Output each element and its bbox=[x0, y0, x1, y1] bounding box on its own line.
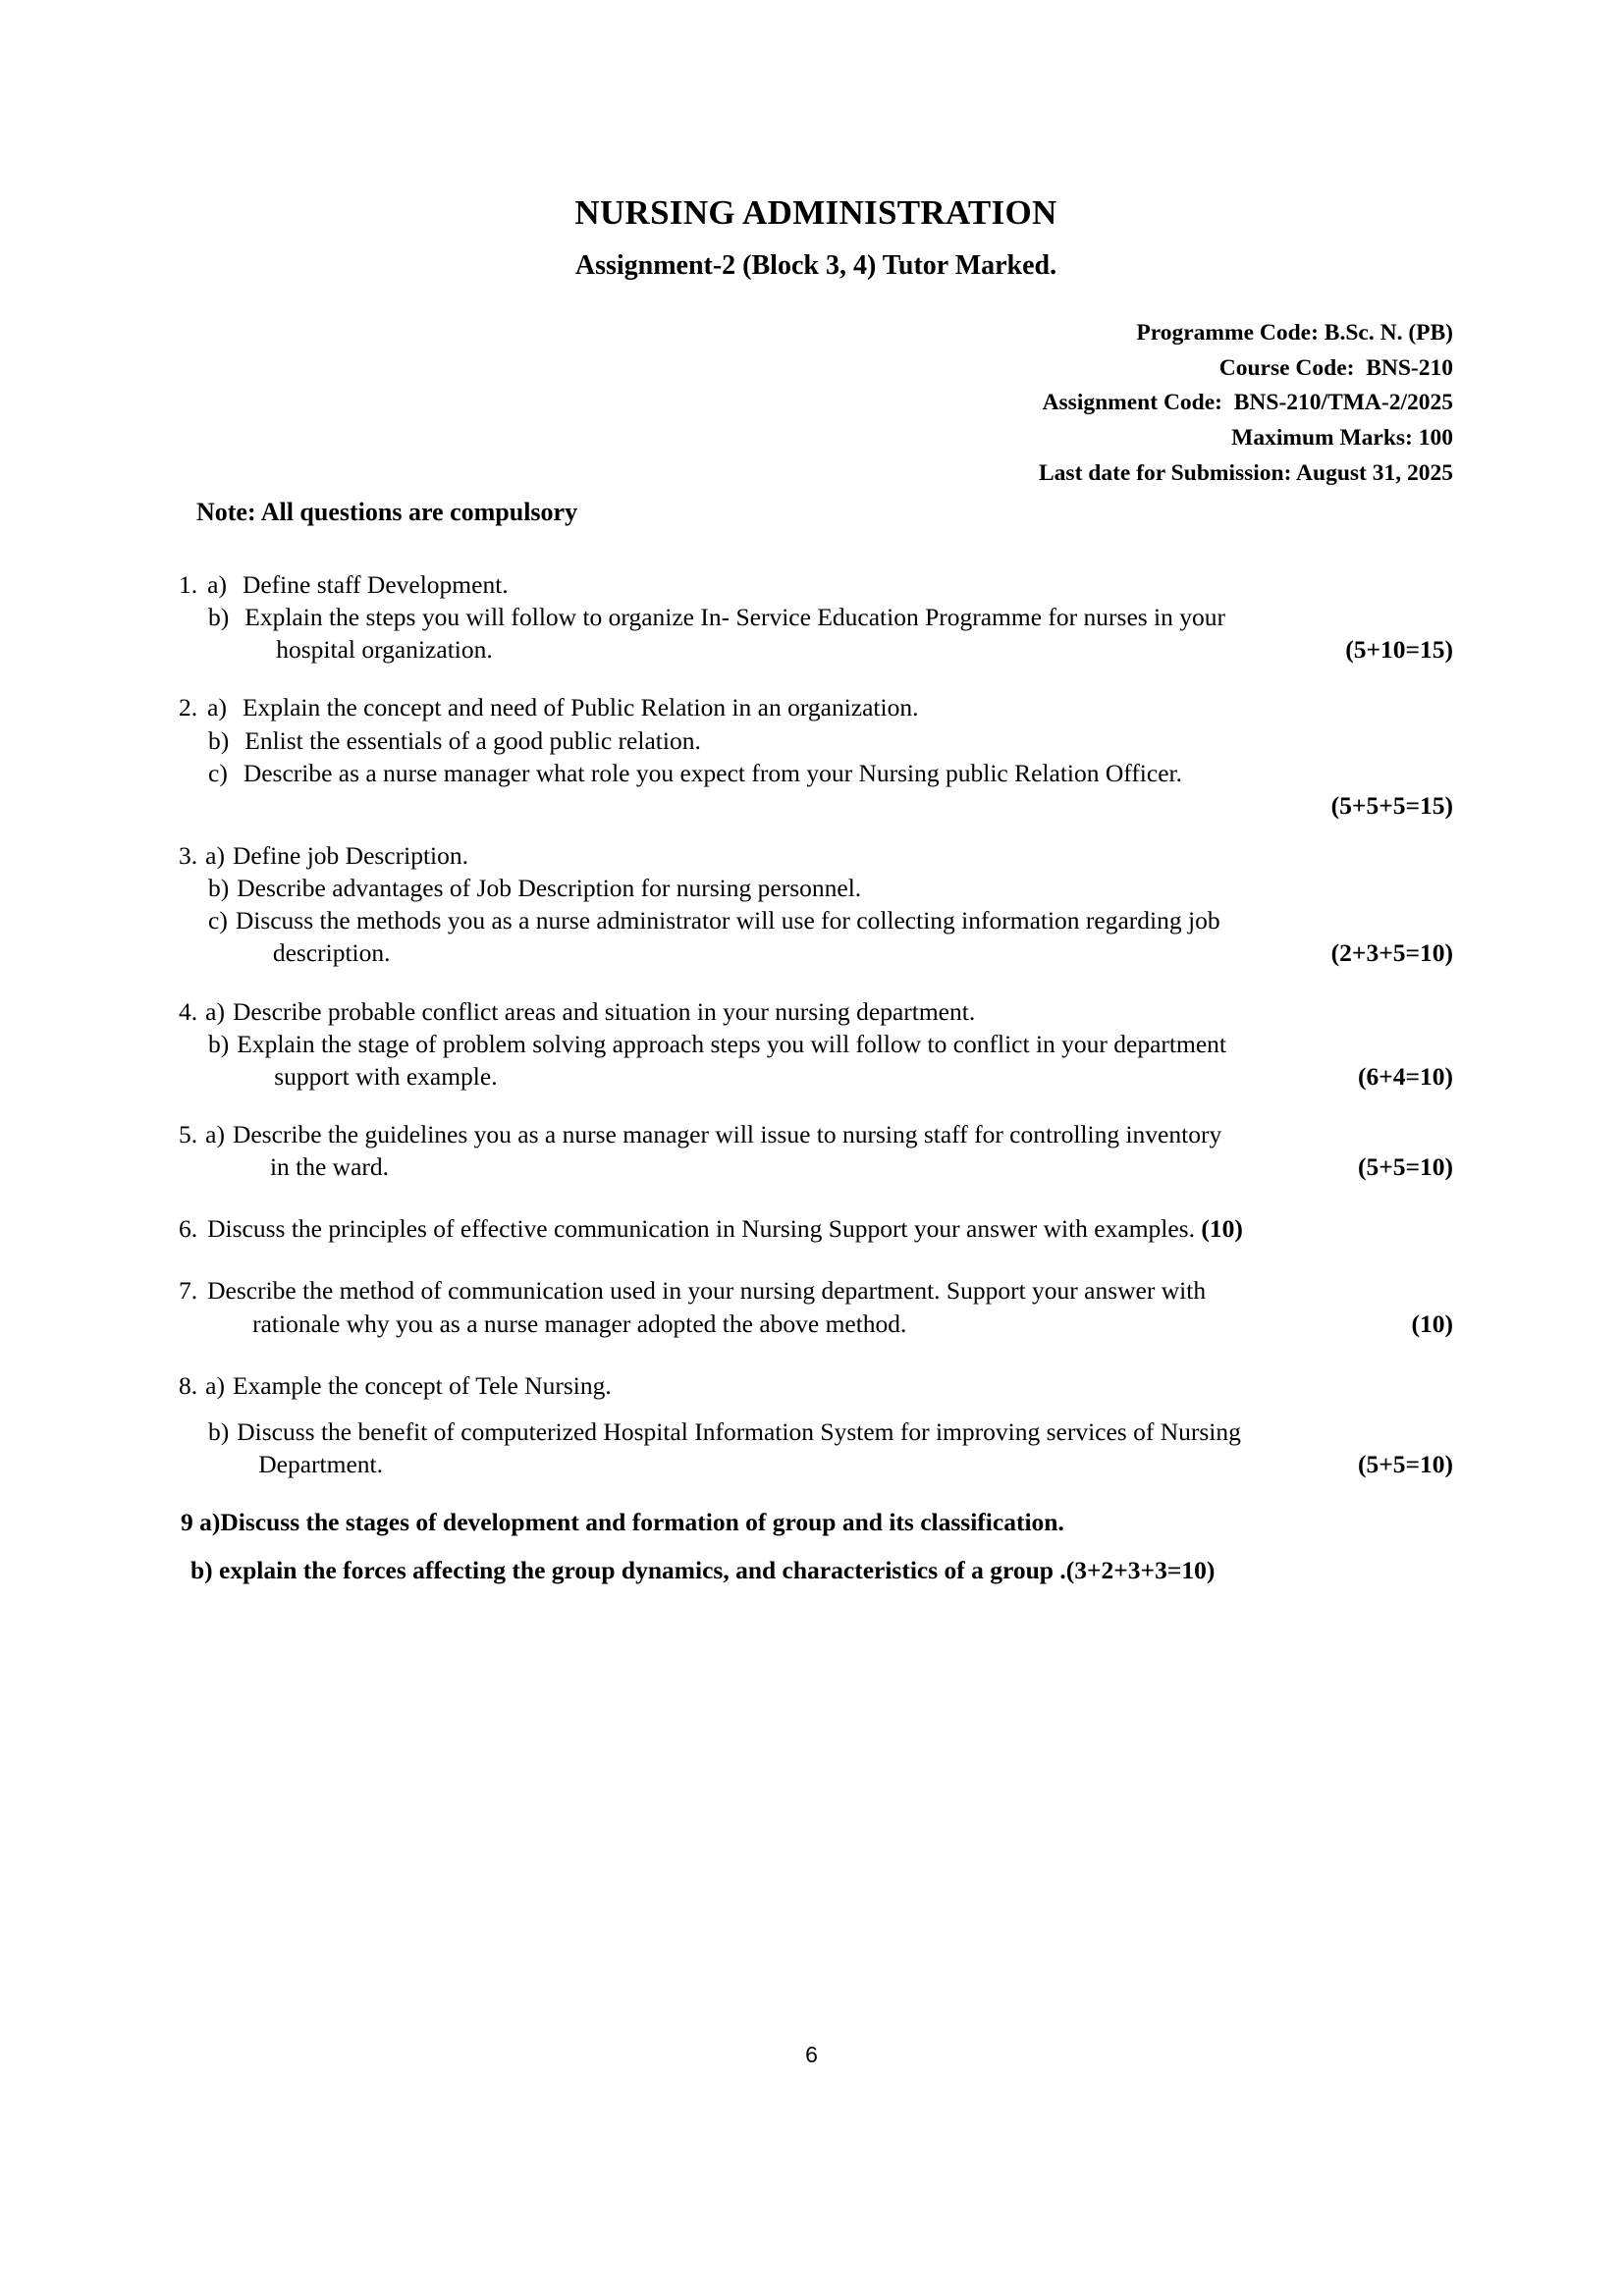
question-8-a-label: a) bbox=[205, 1370, 225, 1400]
question-4-part-b bbox=[179, 1028, 1453, 1093]
question-3-c-continuation: description. bbox=[272, 938, 391, 968]
question-8-number: 8. bbox=[179, 1370, 198, 1400]
question-1-b-text: Explain the steps you will follow to organize In- Service Education Programme for nurses in your bbox=[244, 603, 1226, 632]
last-date-submission: Last date for Submission: August 31, 2025 bbox=[1039, 459, 1453, 486]
question-6-text: Discuss the principles of effective communication in Nursing Support your answer with examples. bbox=[207, 1214, 1195, 1244]
question-8 bbox=[179, 1369, 1453, 1480]
question-3-number: 3. bbox=[179, 840, 198, 870]
question-6 bbox=[179, 1212, 1453, 1245]
questions-list bbox=[179, 529, 1453, 1586]
question-3-a-label: a) bbox=[205, 840, 225, 870]
question-1-a-text: Define staff Development. bbox=[242, 569, 509, 599]
question-7-number: 7. bbox=[179, 1276, 198, 1306]
question-8-part-b bbox=[179, 1415, 1453, 1480]
question-2-part-a bbox=[179, 691, 1453, 723]
assignment-subtitle: Assignment-2 (Block 3, 4) Tutor Marked. bbox=[574, 250, 1057, 282]
question-5 bbox=[179, 1118, 1453, 1183]
question-2 bbox=[179, 691, 1453, 822]
question-4-b-text: Explain the stage of problem solving approach steps you will follow to conflict in your department bbox=[237, 1029, 1226, 1058]
question-7-marks: (10) bbox=[1411, 1308, 1453, 1338]
question-7-row bbox=[179, 1274, 1453, 1339]
question-5-number: 5. bbox=[179, 1119, 198, 1148]
question-8-b-text: Discuss the benefit of computerized Hospital Information System for improving services of Nursing bbox=[237, 1416, 1241, 1446]
question-6-row bbox=[179, 1212, 1453, 1245]
question-2-part-c bbox=[179, 757, 1453, 789]
programme-code: Programme Code: B.Sc. N. (PB) bbox=[1136, 319, 1453, 346]
question-1-number: 1. bbox=[179, 569, 198, 599]
question-7-continuation: rationale why you as a nurse manager adopted the above method. bbox=[252, 1308, 907, 1338]
page-content bbox=[179, 0, 1453, 1612]
question-2-part-b bbox=[179, 724, 1453, 757]
question-8-a-text: Example the concept of Tele Nursing. bbox=[232, 1370, 612, 1400]
question-2-marks-row bbox=[179, 789, 1453, 822]
assignment-code: Assignment Code: BNS-210/TMA-2/2025 bbox=[1042, 390, 1453, 416]
question-1-b-continuation: hospital organization. bbox=[276, 635, 493, 665]
question-4-a-text: Describe probable conflict areas and situation in your nursing department. bbox=[232, 996, 976, 1026]
question-8-b-continuation: Department. bbox=[258, 1449, 383, 1478]
page-number-footer: 6 bbox=[805, 2042, 818, 2067]
question-9 bbox=[179, 1506, 1453, 1586]
question-3-c-label: c) bbox=[208, 906, 228, 935]
question-5-part-a bbox=[179, 1118, 1453, 1183]
question-9-part-b bbox=[179, 1554, 1453, 1586]
question-4-a-label: a) bbox=[205, 996, 225, 1026]
question-9-a-text: 9 a)Discuss the stages of development and formation of group and its classification. bbox=[181, 1508, 1064, 1537]
question-6-number: 6. bbox=[179, 1214, 198, 1244]
question-3-a-text: Define job Description. bbox=[232, 840, 468, 870]
maximum-marks: Maximum Marks: 100 bbox=[1231, 425, 1453, 452]
question-1-b-label: b) bbox=[208, 603, 230, 632]
question-9-part-a bbox=[179, 1506, 1453, 1538]
question-5-marks: (5+5=10) bbox=[1357, 1152, 1453, 1182]
question-7 bbox=[179, 1274, 1453, 1339]
question-3-marks: (2+3+5=10) bbox=[1330, 938, 1453, 968]
question-2-number: 2. bbox=[179, 693, 198, 722]
question-8-part-a bbox=[179, 1369, 1453, 1402]
note-all-questions-compulsory: Note: All questions are compulsory bbox=[196, 498, 578, 527]
assignment-metadata bbox=[179, 283, 1453, 492]
question-4-b-continuation: support with example. bbox=[274, 1061, 498, 1091]
question-1 bbox=[179, 568, 1453, 666]
question-3-b-text: Describe advantages of Job Description for nursing personnel. bbox=[237, 874, 862, 903]
question-8-marks: (5+5=10) bbox=[1357, 1449, 1453, 1478]
question-4-number: 4. bbox=[179, 996, 198, 1026]
question-2-a-text: Explain the concept and need of Public Relation in an organization. bbox=[242, 693, 919, 722]
question-4-part-a bbox=[179, 995, 1453, 1028]
question-3-part-a bbox=[179, 839, 1453, 872]
question-4 bbox=[179, 995, 1453, 1093]
question-5-a-text: Describe the guidelines you as a nurse manager will issue to nursing staff for controlling inventory bbox=[232, 1119, 1222, 1148]
question-1-part-b bbox=[179, 601, 1453, 666]
course-code: Course Code: BNS-210 bbox=[1218, 354, 1453, 381]
question-4-marks: (6+4=10) bbox=[1357, 1061, 1453, 1091]
question-2-marks: (5+5+5=15) bbox=[1330, 790, 1453, 820]
question-5-a-continuation: in the ward. bbox=[269, 1152, 390, 1182]
question-2-c-text: Describe as a nurse manager what role you expect from your Nursing public Relation Officer. bbox=[243, 758, 1182, 787]
question-5-a-label: a) bbox=[205, 1119, 225, 1148]
question-3-part-b bbox=[179, 872, 1453, 904]
question-1-a-label: a) bbox=[207, 569, 227, 599]
question-8-b-label: b) bbox=[208, 1416, 230, 1446]
question-7-text: Describe the method of communication used in your nursing department. Support your answer with bbox=[207, 1276, 1207, 1306]
question-3-part-c bbox=[179, 904, 1453, 969]
question-2-a-label: a) bbox=[207, 693, 227, 722]
question-2-b-label: b) bbox=[208, 725, 230, 755]
question-9-b-text: b) explain the forces affecting the group dynamics, and characteristics of a group .(3+2+3+3=10) bbox=[190, 1556, 1216, 1585]
page-title: NURSING ADMINISTRATION bbox=[574, 193, 1057, 232]
question-3-b-label: b) bbox=[208, 874, 230, 903]
question-2-b-text: Enlist the essentials of a good public relation. bbox=[244, 725, 701, 755]
question-4-b-label: b) bbox=[208, 1029, 230, 1058]
question-6-marks: (10) bbox=[1201, 1214, 1243, 1244]
question-3-c-text: Discuss the methods you as a nurse administrator will use for collecting information regarding job bbox=[235, 906, 1220, 935]
question-2-c-label: c) bbox=[208, 758, 228, 787]
question-1-part-a bbox=[179, 568, 1453, 601]
question-3 bbox=[179, 839, 1453, 970]
question-1-marks: (5+10=15) bbox=[1345, 635, 1453, 665]
